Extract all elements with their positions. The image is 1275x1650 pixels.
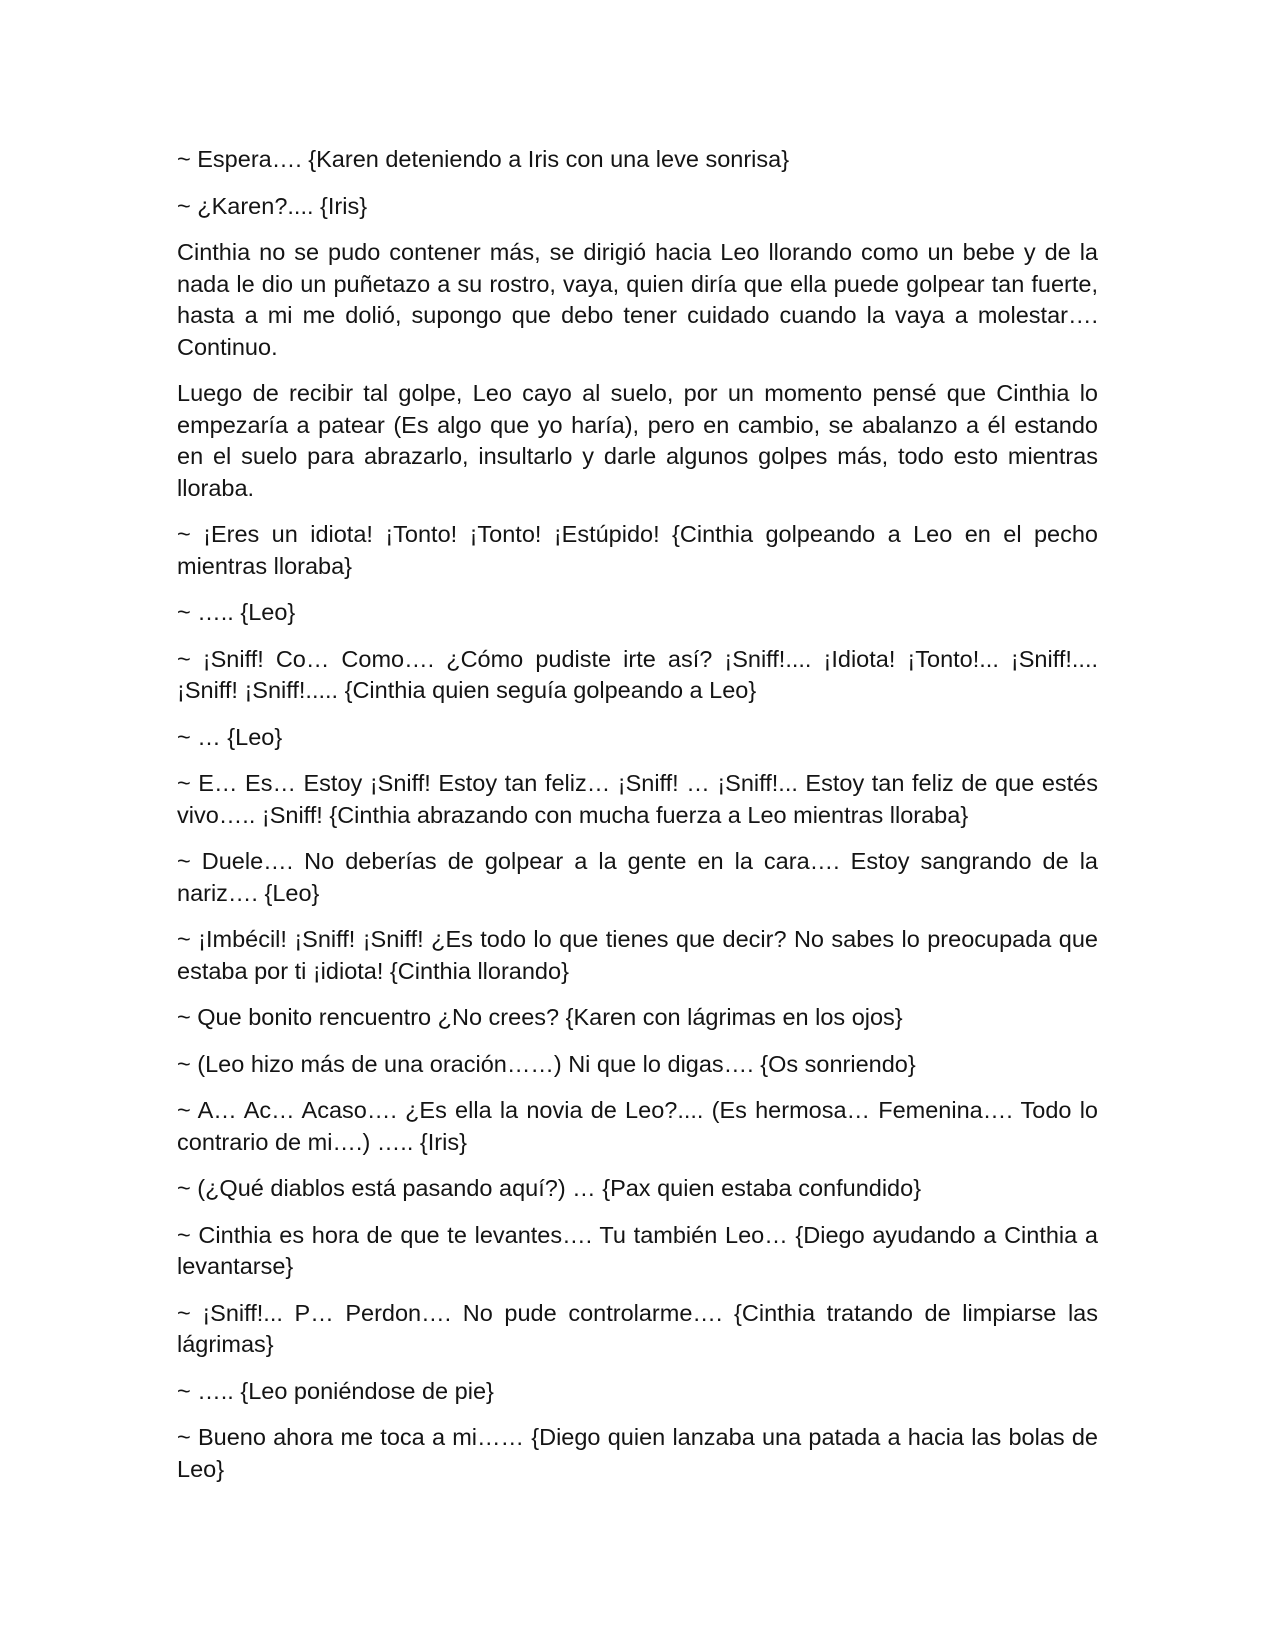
- paragraph: Luego de recibir tal golpe, Leo cayo al suelo, por un momento pensé que Cinthia lo empezaría a patear (Es algo que yo haría), pero en cambio, se abalanzo a él estando en el suelo para abrazarlo, insultarlo y darle algunos golpes más, todo esto mientras lloraba.: [177, 380, 1098, 501]
- paragraph: ~ (¿Qué diablos está pasando aquí?) … {Pax quien estaba confundido}: [177, 1175, 922, 1201]
- paragraph: ~ ….. {Leo poniéndose de pie}: [177, 1377, 494, 1404]
- paragraph: ~ ¿Karen?.... {Iris}: [177, 192, 368, 219]
- paragraph: ~ ¡Imbécil! ¡Sniff! ¡Sniff! ¿Es todo lo que tienes que decir? No sabes lo preocupada que estaba por ti ¡idiota! {Cinthia llorando}: [177, 926, 1098, 984]
- paragraph: ~ (Leo hizo más de una oración……) Ni que lo digas…. {Os sonriendo}: [177, 1050, 916, 1077]
- paragraph: ~ ….. {Leo}: [177, 599, 296, 625]
- document-body: [177, 144, 1098, 1500]
- paragraph: Cinthia no se pudo contener más, se dirigió hacia Leo llorando como un bebe y de la nada le dio un puñetazo a su rostro, vaya, quien diría que ella puede golpear tan fuerte, hasta a mi me dolió, supongo que debo tener cuidado cuando la vaya a molestar…. Continuo.: [177, 239, 1098, 360]
- paragraph: ~ Que bonito rencuentro ¿No crees? {Karen con lágrimas en los ojos}: [177, 1004, 903, 1030]
- paragraph: ~ Espera…. {Karen deteniendo a Iris con una leve sonrisa}: [177, 146, 790, 172]
- paragraph: ~ ¡Sniff! Co… Como…. ¿Cómo pudiste irte así? ¡Sniff!.... ¡Idiota! ¡Tonto!... ¡Sniff!.... ¡Sniff! ¡Sniff!..... {Cinthia quien seguía golpeando a Leo}: [177, 645, 1098, 703]
- paragraph: ~ A… Ac… Acaso…. ¿Es ella la novia de Leo?.... (Es hermosa… Femenina…. Todo lo contrario de mi….) ….. {Iris}: [177, 1097, 1098, 1155]
- paragraph: ~ … {Leo}: [177, 723, 283, 750]
- paragraph: ~ ¡Sniff!... P… Perdon…. No pude controlarme…. {Cinthia tratando de limpiarse las lágrimas}: [177, 1299, 1098, 1357]
- paragraph: ~ Bueno ahora me toca a mi…… {Diego quien lanzaba una patada a hacia las bolas de Leo}: [177, 1424, 1098, 1482]
- paragraph: ~ Cinthia es hora de que te levantes…. Tu también Leo… {Diego ayudando a Cinthia a levantarse}: [177, 1221, 1098, 1279]
- paragraph: ~ E… Es… Estoy ¡Sniff! Estoy tan feliz… ¡Sniff! … ¡Sniff!... Estoy tan feliz de que estés vivo….. ¡Sniff! {Cinthia abrazando con mucha fuerza a Leo mientras lloraba}: [177, 770, 1098, 828]
- paragraph: ~ Duele…. No deberías de golpear a la gente en la cara…. Estoy sangrando de la nariz…. {Leo}: [177, 848, 1098, 906]
- paragraph: ~ ¡Eres un idiota! ¡Tonto! ¡Tonto! ¡Estúpido! {Cinthia golpeando a Leo en el pecho mientras lloraba}: [177, 521, 1098, 579]
